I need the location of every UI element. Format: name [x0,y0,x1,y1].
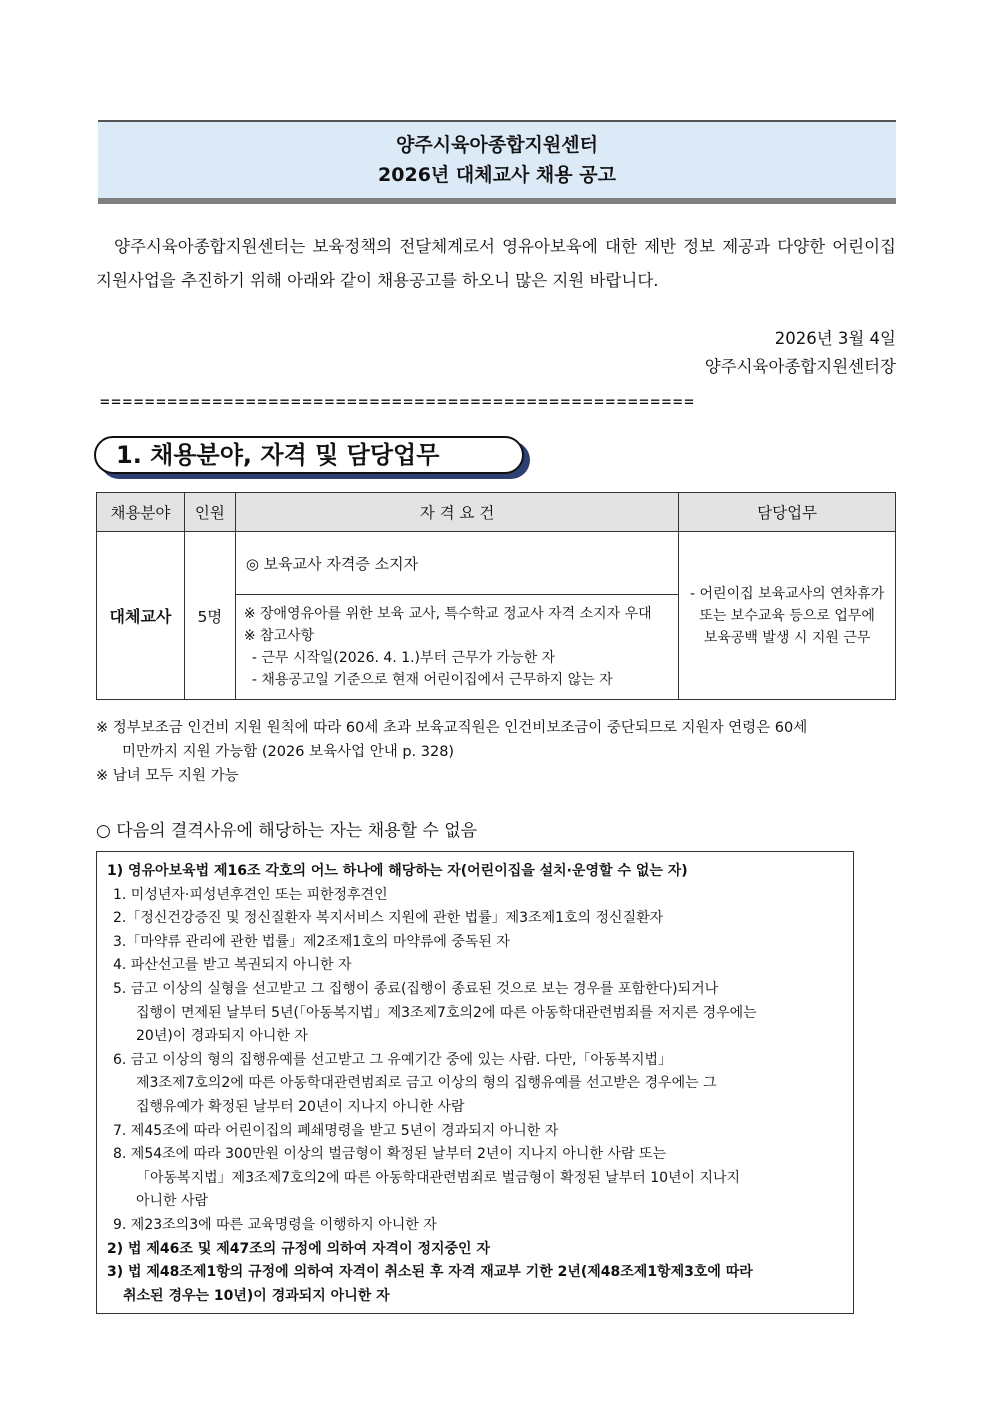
date-block [705,325,896,381]
list-item-cont: 아니한 사람 [136,1193,209,1210]
org-title: 양주시육아종합지원센터 [396,134,598,156]
header-qualification: 자 격 요 건 [235,493,678,532]
note-age: ※ 정부보조금 인건비 지원 원칙에 따라 60세 초과 보육교직원은 인건비보조금이 중단되므로 지원자 연령은 60세 [96,720,808,736]
list-item: 5. 금고 이상의 실형을 선고받고 그 집행이 종료(집행이 종료된 것으로 보는 경우를 포함한다)되거나 [113,980,719,997]
requirements-table [96,492,896,700]
title-box [98,120,896,204]
qual-line: ※ 장애영유아를 위한 보육 교사, 특수학교 정교사 자격 소지자 우대 [243,606,652,622]
list-item-cont: 집행유예가 확정된 날부터 20년이 지나지 아니한 사람 [136,1098,465,1115]
signer: 양주시육아종합지원센터장 [704,357,896,376]
disq-heading-3: 3) 법 제48조제1항의 규정에 의하여 자격이 취소된 후 자격 재교부 기한 2년(제48조제1항제3호에 따라 [107,1264,753,1281]
duty-line: 보육공백 발생 시 지원 근무 [703,629,871,646]
header-duty: 담당업무 [679,493,896,532]
qual-details [235,595,678,700]
list-item: 7. 제45조에 따라 어린이집의 폐쇄명령을 받고 5년이 경과되지 아니한 자 [113,1122,559,1139]
notice-date: 2026년 3월 4일 [774,329,896,348]
notice-title: 2026년 대체교사 채용 공고 [378,164,616,186]
qual-primary: ◎ 보육교사 자격증 소지자 [235,532,678,595]
disqualification-heading: ○ 다음의 결격사유에 해당하는 자는 채용할 수 없음 [96,821,478,841]
count-cell: 5명 [184,532,235,700]
table-row [97,532,896,595]
note-gender: ※ 남녀 모두 지원 가능 [96,768,239,784]
duty-cell [679,532,896,700]
qual-line: ※ 참고사항 [243,628,315,644]
qual-line: - 근무 시작일(2026. 4. 1.)부터 근무가 가능한 자 [251,650,556,666]
disq-heading-3-cont: 취소된 경우는 10년)이 경과되지 아니한 자 [123,1287,390,1304]
duty-line: 또는 보수교육 등으로 업무에 [699,607,875,624]
list-item-cont: 20년)이 경과되지 아니한 자 [136,1028,308,1045]
list-item: 9. 제23조의3에 따른 교육명령을 이행하지 아니한 자 [113,1216,437,1233]
note-age-cont: 미만까지 지원 가능함 (2026 보육사업 안내 p. 328) [122,744,455,760]
separator-line: ===================================================== [100,392,696,411]
list-item-cont: 집행이 면제된 날부터 5년(「아동복지법」제3조제7호의2에 따른 아동학대관련범죄를 저지른 경우에는 [136,1004,757,1021]
header-count: 인원 [184,493,235,532]
notes [96,716,896,788]
disq-heading-1: 1) 영유아보육법 제16조 각호의 어느 하나에 해당하는 자(어린이집을 설치·운영할 수 없는 자) [107,863,688,879]
disqualification-box [96,851,854,1314]
list-item: 4. 파산선고를 받고 복권되지 아니한 자 [113,957,352,974]
list-item: 6. 금고 이상의 형의 집행유예를 선고받고 그 유예기간 중에 있는 사람. 다만,「아동복지법」 [113,1051,673,1068]
header-category: 채용분야 [97,493,185,532]
list-item: 1. 미성년자·피성년후견인 또는 피한정후견인 [113,886,388,903]
list-item: 8. 제54조에 따라 300만원 이상의 벌금형이 확정된 날부터 2년이 지나지 아니한 사람 또는 [113,1146,666,1163]
qual-line: - 채용공고일 기준으로 현재 어린이집에서 근무하지 않는 자 [251,672,613,688]
disq-heading-2: 2) 법 제46조 및 제47조의 규정에 의하여 자격이 정지중인 자 [107,1240,490,1257]
list-item-cont: 「아동복지법」제3조제7호의2에 따른 아동학대관련범죄로 벌금형이 확정된 날부터 10년이 지나지 [136,1169,741,1186]
intro-paragraph: 양주시육아종합지원센터는 보육정책의 전달체계로서 영유아보육에 대한 제반 정보 제공과 다양한 어린이집 지원사업을 추진하기 위해 아래와 같이 채용공고를 하오니 많은 지원 바랍니다. [96,237,896,290]
list-item: 2.「정신건강증진 및 정신질환자 복지서비스 지원에 관한 법률」제3조제1호의 정신질환자 [113,910,664,927]
category-cell: 대체교사 [97,532,185,700]
section-heading: 1. 채용분야, 자격 및 담당업무 [94,436,524,474]
list-item: 3.「마약류 관리에 관한 법률」제2조제1호의 마약류에 중독된 자 [113,933,510,950]
table-header-row [97,493,896,532]
list-item-cont: 제3조제7호의2에 따른 아동학대관련범죄로 금고 이상의 형의 집행유예를 선고받은 경우에는 그 [136,1075,717,1092]
duty-line: - 어린이집 보육교사의 연차휴가 [690,585,885,602]
